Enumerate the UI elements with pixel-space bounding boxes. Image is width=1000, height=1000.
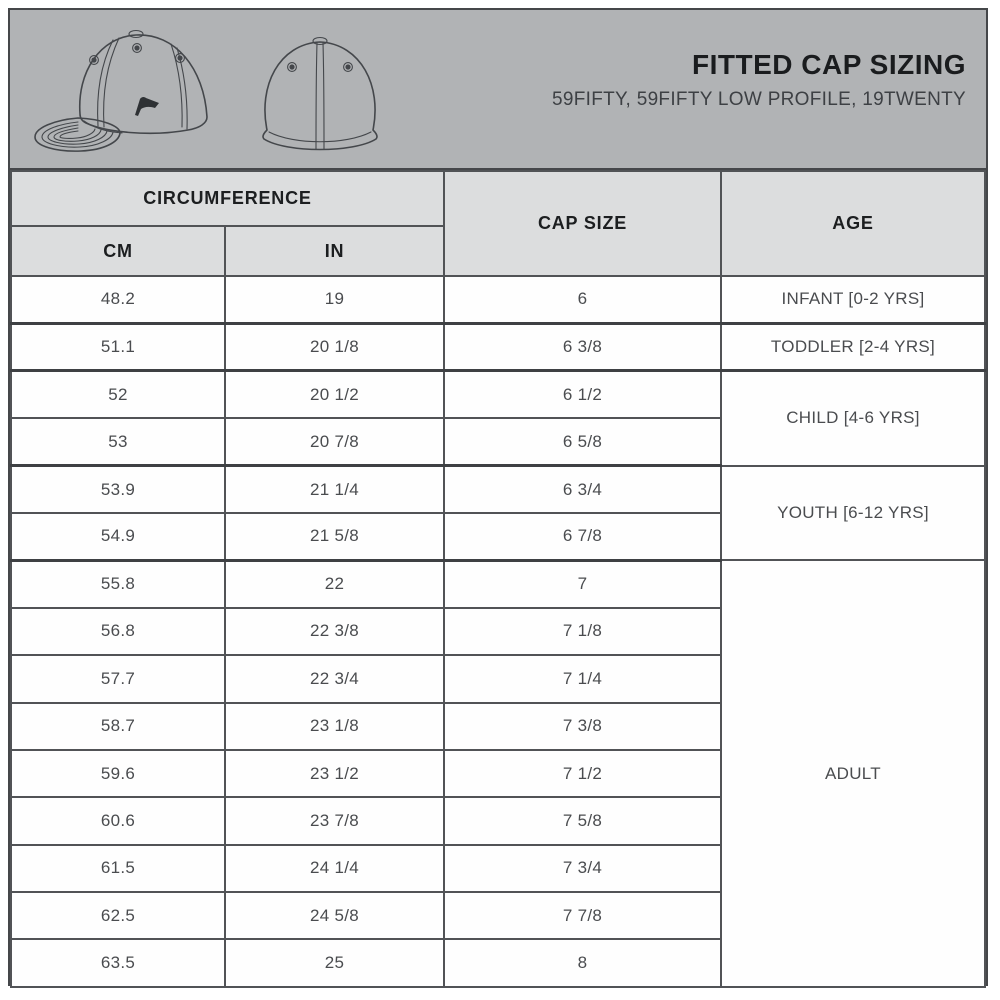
age-group-cell: INFANT [0-2 YRS] (721, 276, 985, 323)
chart-frame (8, 8, 988, 986)
cap-size-value-cell: 7 1/2 (444, 750, 721, 797)
circumference-header: CIRCUMFERENCE (11, 171, 444, 226)
cap-size-value-cell: 6 3/4 (444, 466, 721, 513)
page-title: FITTED CAP SIZING (692, 49, 966, 80)
cap-size-value-cell: 6 5/8 (444, 418, 721, 465)
in-value-cell: 20 1/8 (225, 323, 444, 370)
table-row (11, 560, 985, 607)
cap-size-value-cell: 7 5/8 (444, 797, 721, 844)
cap-size-value-cell: 6 3/8 (444, 323, 721, 370)
in-value-cell: 24 1/4 (225, 845, 444, 892)
cm-value-cell: 53 (11, 418, 225, 465)
in-value-cell: 23 7/8 (225, 797, 444, 844)
age-group-cell: ADULT (721, 560, 985, 987)
age-header: AGE (721, 171, 985, 276)
cap-size-header: CAP SIZE (444, 171, 721, 276)
new-era-flag-logo-icon (135, 97, 159, 116)
fitted-cap-side-view-icon (35, 31, 207, 152)
cm-value-cell: 60.6 (11, 797, 225, 844)
cm-value-cell: 51.1 (11, 323, 225, 370)
in-value-cell: 24 5/8 (225, 892, 444, 939)
table-row (11, 276, 985, 323)
age-group-cell: YOUTH [6-12 YRS] (721, 466, 985, 561)
cap-size-value-cell: 7 (444, 560, 721, 607)
cm-value-cell: 58.7 (11, 703, 225, 750)
in-header: IN (225, 226, 444, 276)
in-value-cell: 22 (225, 560, 444, 607)
in-value-cell: 21 5/8 (225, 513, 444, 560)
cm-value-cell: 56.8 (11, 608, 225, 655)
cap-size-value-cell: 6 7/8 (444, 513, 721, 560)
cap-size-value-cell: 7 1/4 (444, 655, 721, 702)
cm-value-cell: 63.5 (11, 939, 225, 986)
cm-value-cell: 52 (11, 371, 225, 418)
fitted-cap-back-view-icon (263, 38, 377, 150)
cm-header: CM (11, 226, 225, 276)
cm-value-cell: 61.5 (11, 845, 225, 892)
cm-value-cell: 53.9 (11, 466, 225, 513)
cap-size-value-cell: 6 1/2 (444, 371, 721, 418)
cap-size-value-cell: 7 1/8 (444, 608, 721, 655)
banner-titles (552, 50, 966, 111)
cm-value-cell: 57.7 (11, 655, 225, 702)
in-value-cell: 23 1/8 (225, 703, 444, 750)
in-value-cell: 23 1/2 (225, 750, 444, 797)
table-row (11, 371, 985, 418)
sizing-table (10, 170, 986, 988)
cm-value-cell: 54.9 (11, 513, 225, 560)
cm-value-cell: 59.6 (11, 750, 225, 797)
in-value-cell: 25 (225, 939, 444, 986)
age-group-cell: CHILD [4-6 YRS] (721, 371, 985, 466)
header-row-1 (11, 171, 985, 226)
in-value-cell: 22 3/8 (225, 608, 444, 655)
in-value-cell: 19 (225, 276, 444, 323)
table-header (11, 171, 985, 276)
table-row (11, 466, 985, 513)
age-group-cell: TODDLER [2-4 YRS] (721, 323, 985, 370)
cap-size-value-cell: 7 3/4 (444, 845, 721, 892)
cap-size-value-cell: 7 7/8 (444, 892, 721, 939)
cm-value-cell: 62.5 (11, 892, 225, 939)
cm-value-cell: 55.8 (11, 560, 225, 607)
cap-size-value-cell: 8 (444, 939, 721, 986)
in-value-cell: 22 3/4 (225, 655, 444, 702)
table-row (11, 323, 985, 370)
in-value-cell: 21 1/4 (225, 466, 444, 513)
cap-size-value-cell: 7 3/8 (444, 703, 721, 750)
page-subtitle: 59FIFTY, 59FIFTY LOW PROFILE, 19TWENTY (551, 88, 966, 110)
cap-size-value-cell: 6 (444, 276, 721, 323)
cap-illustrations (32, 24, 382, 158)
in-value-cell: 20 1/2 (225, 371, 444, 418)
banner (10, 10, 986, 170)
cm-value-cell: 48.2 (11, 276, 225, 323)
in-value-cell: 20 7/8 (225, 418, 444, 465)
